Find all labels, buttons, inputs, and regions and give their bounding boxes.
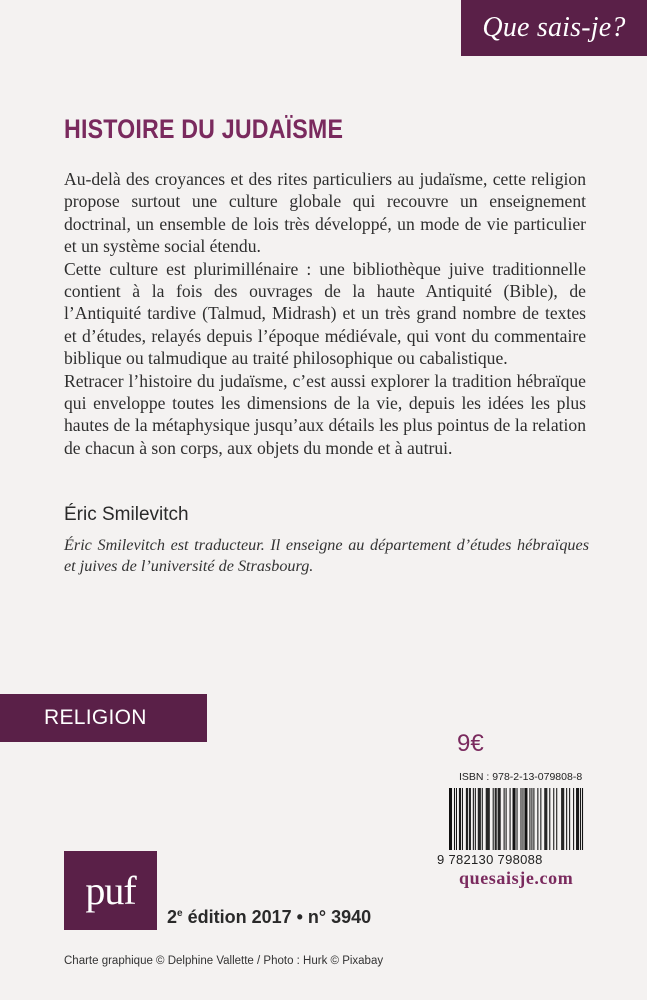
barcode-bar [486, 788, 487, 850]
barcode-bar [500, 788, 501, 850]
barcode-bar [525, 788, 526, 850]
barcode-bar [473, 788, 474, 850]
barcode [449, 788, 584, 850]
barcode-bar [514, 788, 515, 850]
barcode-bar [546, 788, 547, 850]
book-title: HISTOIRE DU JUDAÏSME [64, 114, 344, 144]
barcode-bar [549, 788, 550, 850]
barcode-bar [556, 788, 557, 850]
barcode-bar [529, 788, 530, 850]
barcode-bar [462, 788, 463, 850]
barcode-bar [526, 788, 527, 850]
barcode-bar [467, 788, 468, 850]
barcode-bar [576, 788, 577, 850]
barcode-bar [517, 788, 518, 850]
barcode-bar [495, 788, 496, 850]
barcode-bar [451, 788, 452, 850]
publisher-logo: puf [64, 851, 157, 930]
website-link[interactable]: quesaisje.com [459, 868, 574, 888]
barcode-bar [515, 788, 516, 850]
barcode-bar [561, 788, 562, 850]
back-cover-blurb [64, 168, 586, 459]
barcode-bar [531, 788, 532, 850]
edition-info [167, 907, 371, 928]
barcode-bar [456, 788, 457, 850]
edition-details: édition 2017 • n° 3940 [182, 907, 372, 927]
barcode-bar [487, 788, 488, 850]
author-bio: Éric Smilevitch est traducteur. Il enseigne au département d’études hébraïques et juives de l’université de Strasbourg. [64, 536, 589, 575]
barcode-bar [488, 788, 489, 850]
barcode-bar [479, 788, 480, 850]
barcode-bar [459, 788, 460, 850]
barcode-bar [545, 788, 546, 850]
barcode-bar [460, 788, 461, 850]
barcode-bar [510, 788, 511, 850]
barcode-bar [533, 788, 534, 850]
barcode-bar [544, 788, 545, 850]
barcode-bar [577, 788, 578, 850]
barcode-bar [504, 788, 505, 850]
blurb-paragraph: Retracer l’histoire du judaïsme, c’est aussi explorer la tradition hébraïque qui enveloppe toutes les dimensions de la vie, depuis les idées les plus hautes de la métaphysique jusqu’aux détails les plus pointus de la relation de chacun à son corps, aux objets du monde et à autrui. [64, 370, 586, 458]
barcode-bar [537, 788, 538, 850]
barcode-bar [573, 788, 574, 850]
blurb-paragraph: Cette culture est plurimillénaire : une bibliothèque juive traditionnelle contient à la fois des ouvrages de la haute Antiquité (Bible), de l’Antiquité tardive (Talmud, Midrash) et un très grand nombre de textes et d’études, relayés depuis l’époque médiévale, qui vont du commentaire biblique ou talmudique au traité philosophique ou cabalistique. [64, 258, 586, 369]
blurb-paragraph: Au-delà des croyances et des rites particuliers au judaïsme, cette religion propose surtout une culture globale qui recouvre un enseignement doctrinal, un ensemble de lois très développé, un mode de vie particulier et un système social étendu. [64, 169, 586, 257]
barcode-digits: 9 782130 798088 [437, 852, 543, 867]
series-badge: Que sais-je? [461, 0, 647, 56]
barcode-bar [449, 788, 450, 850]
barcode-bar [578, 788, 579, 850]
barcode-bar [499, 788, 500, 850]
barcode-bar [566, 788, 567, 850]
barcode-bar [498, 788, 499, 850]
category-label: RELIGION [0, 694, 207, 742]
barcode-bar [470, 788, 471, 850]
barcode-bar [454, 788, 455, 850]
barcode-bar [475, 788, 476, 850]
isbn: ISBN : 978-2-13-079808-8 [459, 771, 583, 783]
price: 9€ [457, 730, 484, 757]
barcode-bar [562, 788, 563, 850]
barcode-bar [553, 788, 554, 850]
barcode-bar [482, 788, 483, 850]
barcode-bar [469, 788, 470, 850]
barcode-bar [569, 788, 570, 850]
barcode-bar [489, 788, 490, 850]
barcode-bar [580, 788, 581, 850]
barcode-bar [540, 788, 541, 850]
barcode-bar [466, 788, 467, 850]
edition-ordinal: 2 [167, 907, 178, 927]
barcode-bar [480, 788, 481, 850]
barcode-bar [493, 788, 494, 850]
barcode-bar [524, 788, 525, 850]
barcode-bar [513, 788, 514, 850]
barcode-bar [496, 788, 497, 850]
barcode-bar [520, 788, 521, 850]
barcode-bar [450, 788, 451, 850]
barcode-bar [506, 788, 507, 850]
author-name: Éric Smilevitch [64, 504, 189, 525]
barcode-bar [478, 788, 479, 850]
photo-credits: Charte graphique © Delphine Vallette / Photo : Hurk © Pixabay [64, 955, 384, 967]
barcode-bar [522, 788, 523, 850]
barcode-bar [563, 788, 564, 850]
edition-ordinal-suffix: e [177, 908, 183, 919]
barcode-bar [582, 788, 583, 850]
